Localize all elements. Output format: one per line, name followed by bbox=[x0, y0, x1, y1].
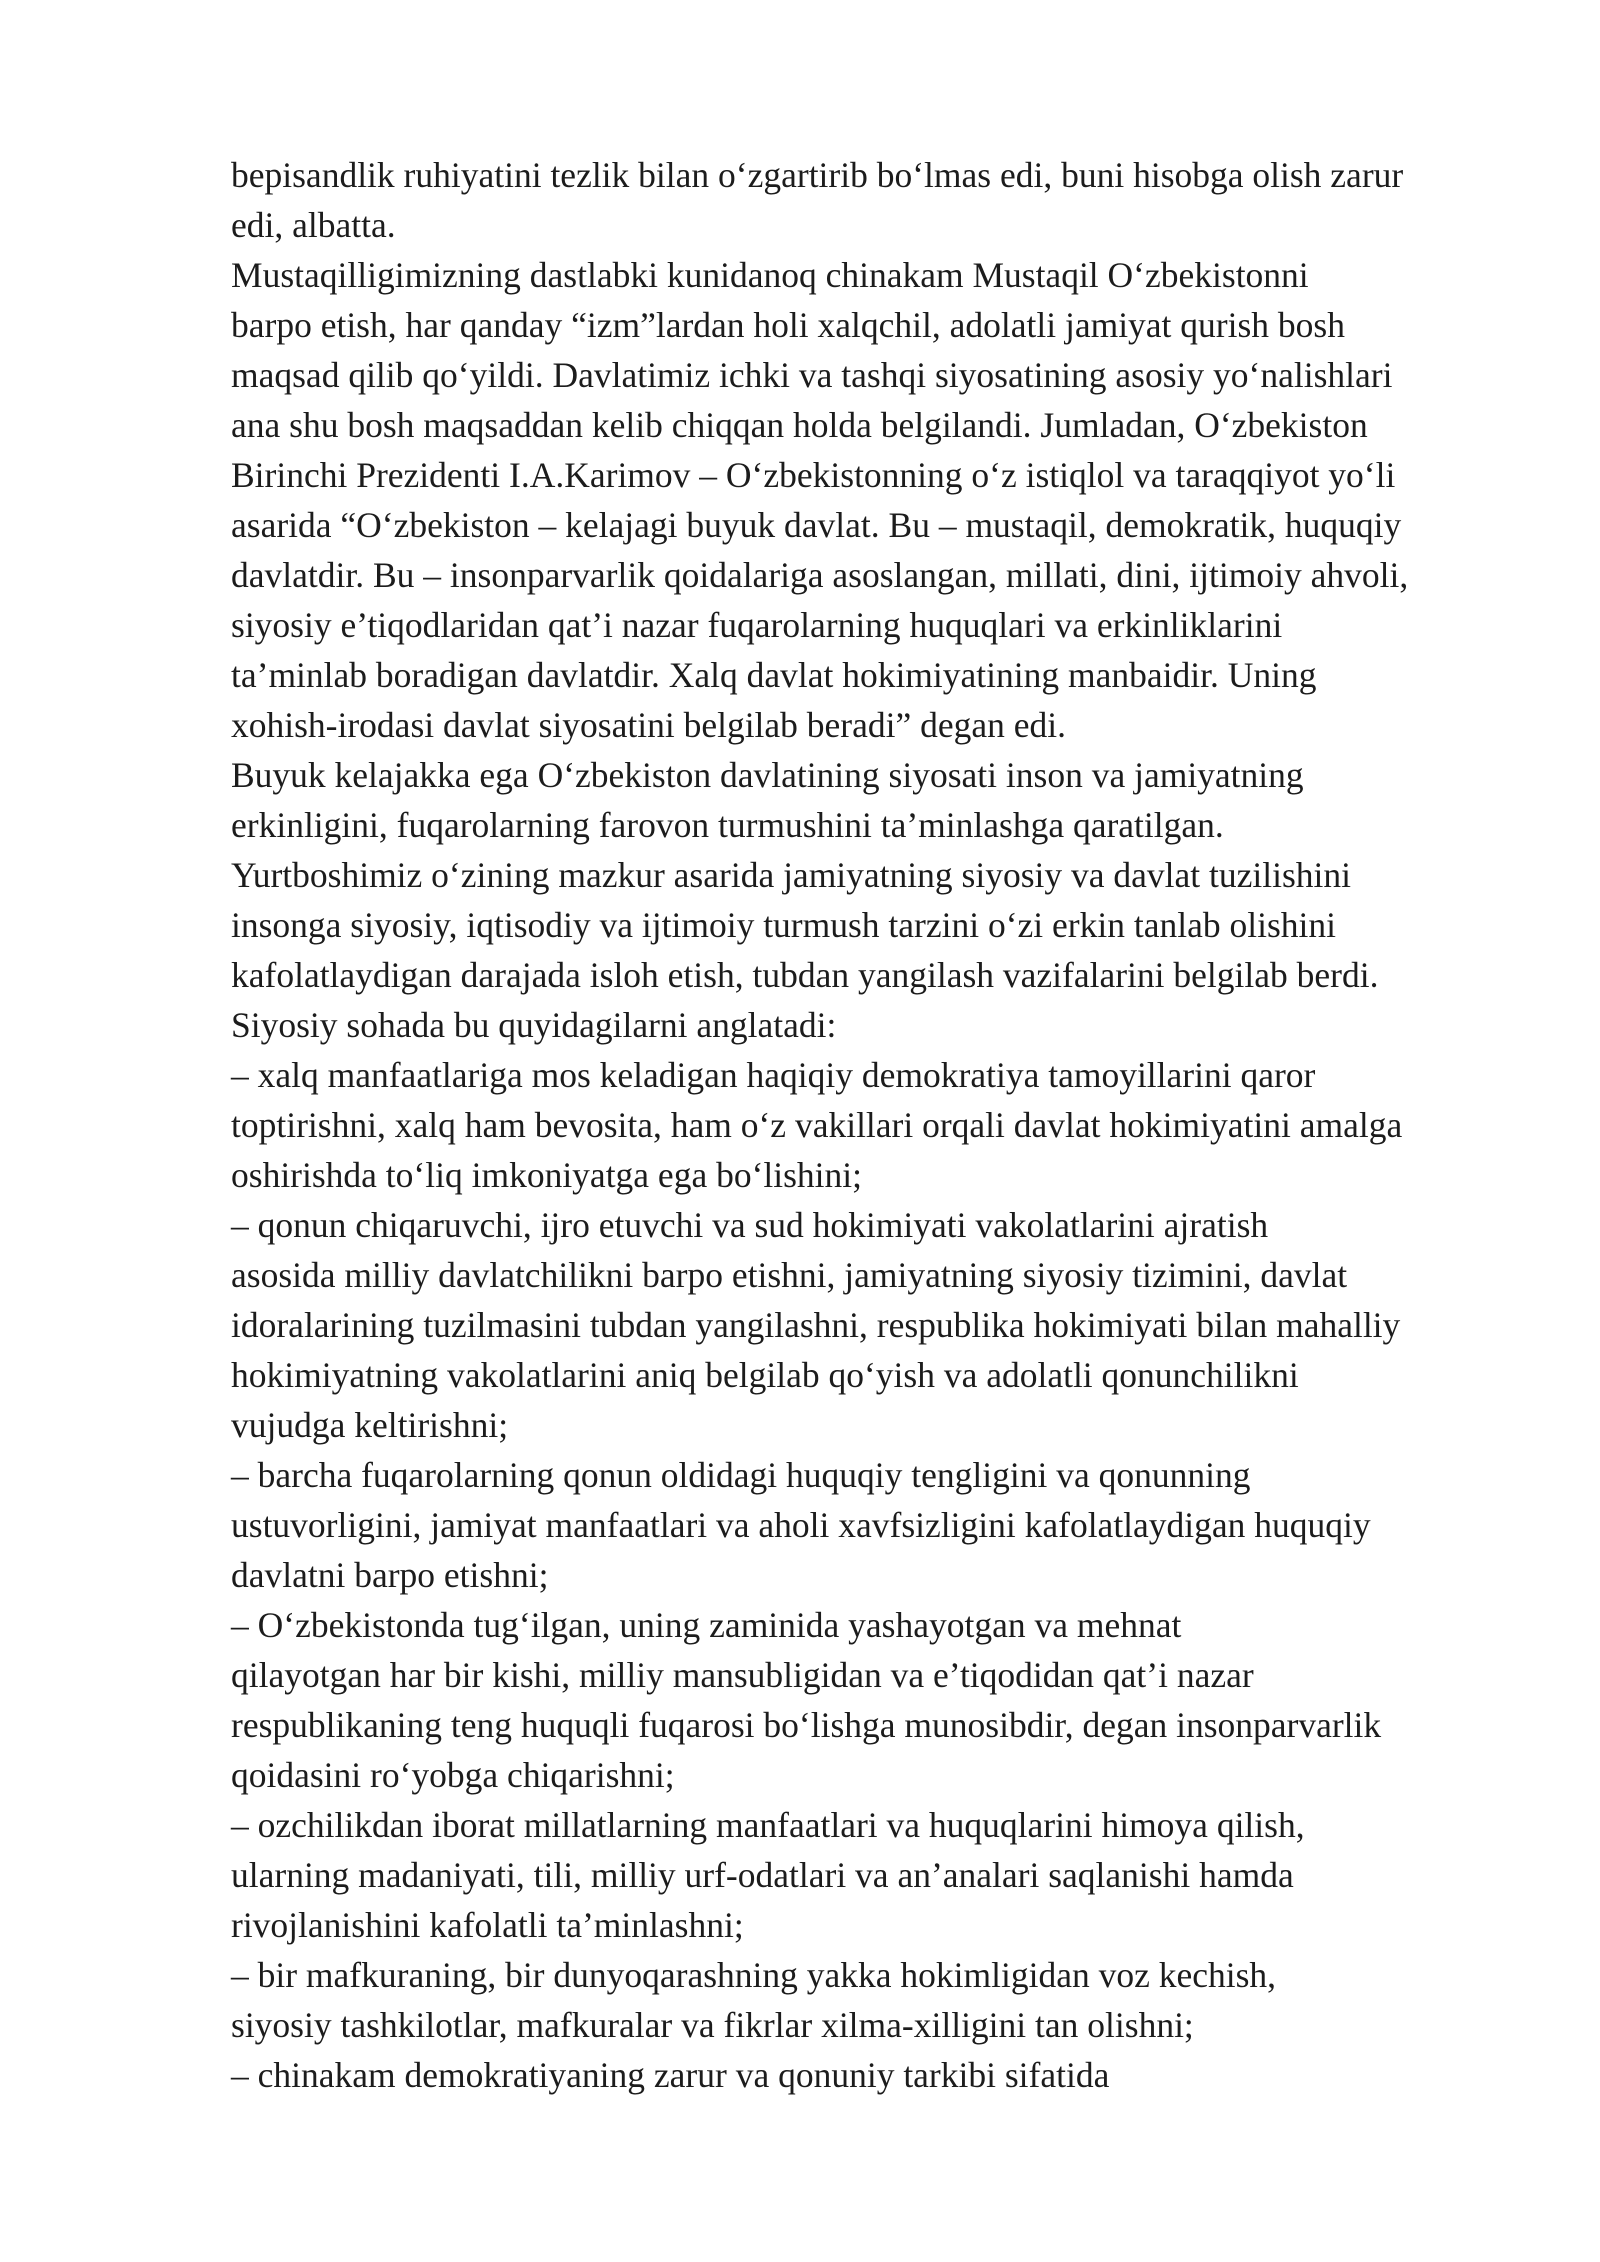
text-line: toptirishni, xalq ham bevosita, ham o‘z vakillari orqali davlat hokimiyatini amalga bbox=[231, 1105, 1403, 1145]
text-line: siyosiy tashkilotlar, mafkuralar va fikrlar xilma-xilligini tan olishni; bbox=[231, 2005, 1194, 2045]
text-line: siyosiy e’tiqodlaridan qat’i nazar fuqarolarning huquqlari va erkinliklarini bbox=[231, 605, 1283, 645]
text-line: idoralarining tuzilmasini tubdan yangilashni, respublika hokimiyati bilan mahalliy bbox=[231, 1305, 1401, 1345]
text-line: Buyuk kelajakka ega O‘zbekiston davlatining siyosati inson va jamiyatning bbox=[231, 755, 1304, 795]
text-line: ularning madaniyati, tili, milliy urf-odatlari va an’analari saqlanishi hamda bbox=[231, 1855, 1294, 1895]
text-line: maqsad qilib qo‘yildi. Davlatimiz ichki va tashqi siyosatining asosiy yo‘nalishlari bbox=[231, 355, 1393, 395]
text-line: – ozchilikdan iborat millatlarning manfaatlari va huquqlarini himoya qilish, bbox=[231, 1805, 1305, 1845]
text-line: erkinligini, fuqarolarning farovon turmushini ta’minlashga qaratilgan. bbox=[231, 805, 1224, 845]
text-line: Mustaqilligimizning dastlabki kunidanoq chinakam Mustaqil O‘zbekistonni bbox=[231, 255, 1309, 295]
text-line: qilayotgan har bir kishi, milliy mansubligidan va e’tiqodidan qat’i nazar bbox=[231, 1655, 1254, 1695]
text-line: – barcha fuqarolarning qonun oldidagi huquqiy tengligini va qonunning bbox=[231, 1455, 1251, 1495]
text-line: asosida milliy davlatchilikni barpo etishni, jamiyatning siyosiy tizimini, davlat bbox=[231, 1255, 1348, 1295]
text-line: oshirishda to‘liq imkoniyatga ega bo‘lishini; bbox=[231, 1155, 863, 1195]
text-line: – bir mafkuraning, bir dunyoqarashning yakka hokimligidan voz kechish, bbox=[231, 1955, 1277, 1995]
text-line: – O‘zbekistonda tug‘ilgan, uning zaminida yashayotgan va mehnat bbox=[231, 1605, 1182, 1645]
text-line: Yurtboshimiz o‘zining mazkur asarida jamiyatning siyosiy va davlat tuzilishini bbox=[231, 855, 1352, 895]
text-line: insonga siyosiy, iqtisodiy va ijtimoiy turmush tarzini o‘zi erkin tanlab olishini bbox=[231, 905, 1336, 945]
text-line: davlatdir. Bu – insonparvarlik qoidalariga asoslangan, millati, dini, ijtimoiy ahvoli, bbox=[231, 555, 1409, 595]
text-line: respublikaning teng huquqli fuqarosi bo‘lishga munosibdir, degan insonparvarlik bbox=[231, 1705, 1382, 1745]
text-line: hokimiyatning vakolatlarini aniq belgilab qo‘yish va adolatli qonunchilikni bbox=[231, 1355, 1299, 1395]
text-line: ta’minlab boradigan davlatdir. Xalq davlat hokimiyatining manbaidir. Uning bbox=[231, 655, 1317, 695]
text-line: kafolatlaydigan darajada isloh etish, tubdan yangilash vazifalarini belgilab berdi. bbox=[231, 955, 1379, 995]
text-line: rivojlanishini kafolatli ta’minlashni; bbox=[231, 1905, 744, 1945]
text-line: Birinchi Prezidenti I.A.Karimov – O‘zbekistonning o‘z istiqlol va taraqqiyot yo‘li bbox=[231, 455, 1396, 495]
text-line: bepisandlik ruhiyatini tezlik bilan o‘zgartirib bo‘lmas edi, buni hisobga olish zarur bbox=[231, 155, 1404, 195]
text-line: davlatni barpo etishni; bbox=[231, 1555, 549, 1595]
text-line: xohish-irodasi davlat siyosatini belgilab beradi” degan edi. bbox=[231, 705, 1067, 745]
text-line: qoidasini ro‘yobga chiqarishni; bbox=[231, 1755, 675, 1795]
text-line: ana shu bosh maqsaddan kelib chiqqan holda belgilandi. Jumladan, O‘zbekiston bbox=[231, 405, 1368, 445]
text-line: ustuvorligini, jamiyat manfaatlari va aholi xavfsizligini kafolatlaydigan huquqiy bbox=[231, 1505, 1371, 1545]
text-line: Siyosiy sohada bu quyidagilarni anglatadi: bbox=[231, 1005, 837, 1045]
text-line: asarida “O‘zbekiston – kelajagi buyuk davlat. Bu – mustaqil, demokratik, huquqiy bbox=[231, 505, 1402, 545]
text-line: vujudga keltirishni; bbox=[231, 1405, 509, 1445]
document-body-text bbox=[231, 150, 1521, 2100]
text-line: – qonun chiqaruvchi, ijro etuvchi va sud hokimiyati vakolatlarini ajratish bbox=[231, 1205, 1269, 1245]
text-line: – xalq manfaatlariga mos keladigan haqiqiy demokratiya tamoyillarini qaror bbox=[231, 1055, 1316, 1095]
text-line: – chinakam demokratiyaning zarur va qonuniy tarkibi sifatida bbox=[231, 2055, 1110, 2095]
text-line: barpo etish, har qanday “izm”lardan holi xalqchil, adolatli jamiyat qurish bosh bbox=[231, 305, 1345, 345]
text-line: edi, albatta. bbox=[231, 205, 396, 245]
